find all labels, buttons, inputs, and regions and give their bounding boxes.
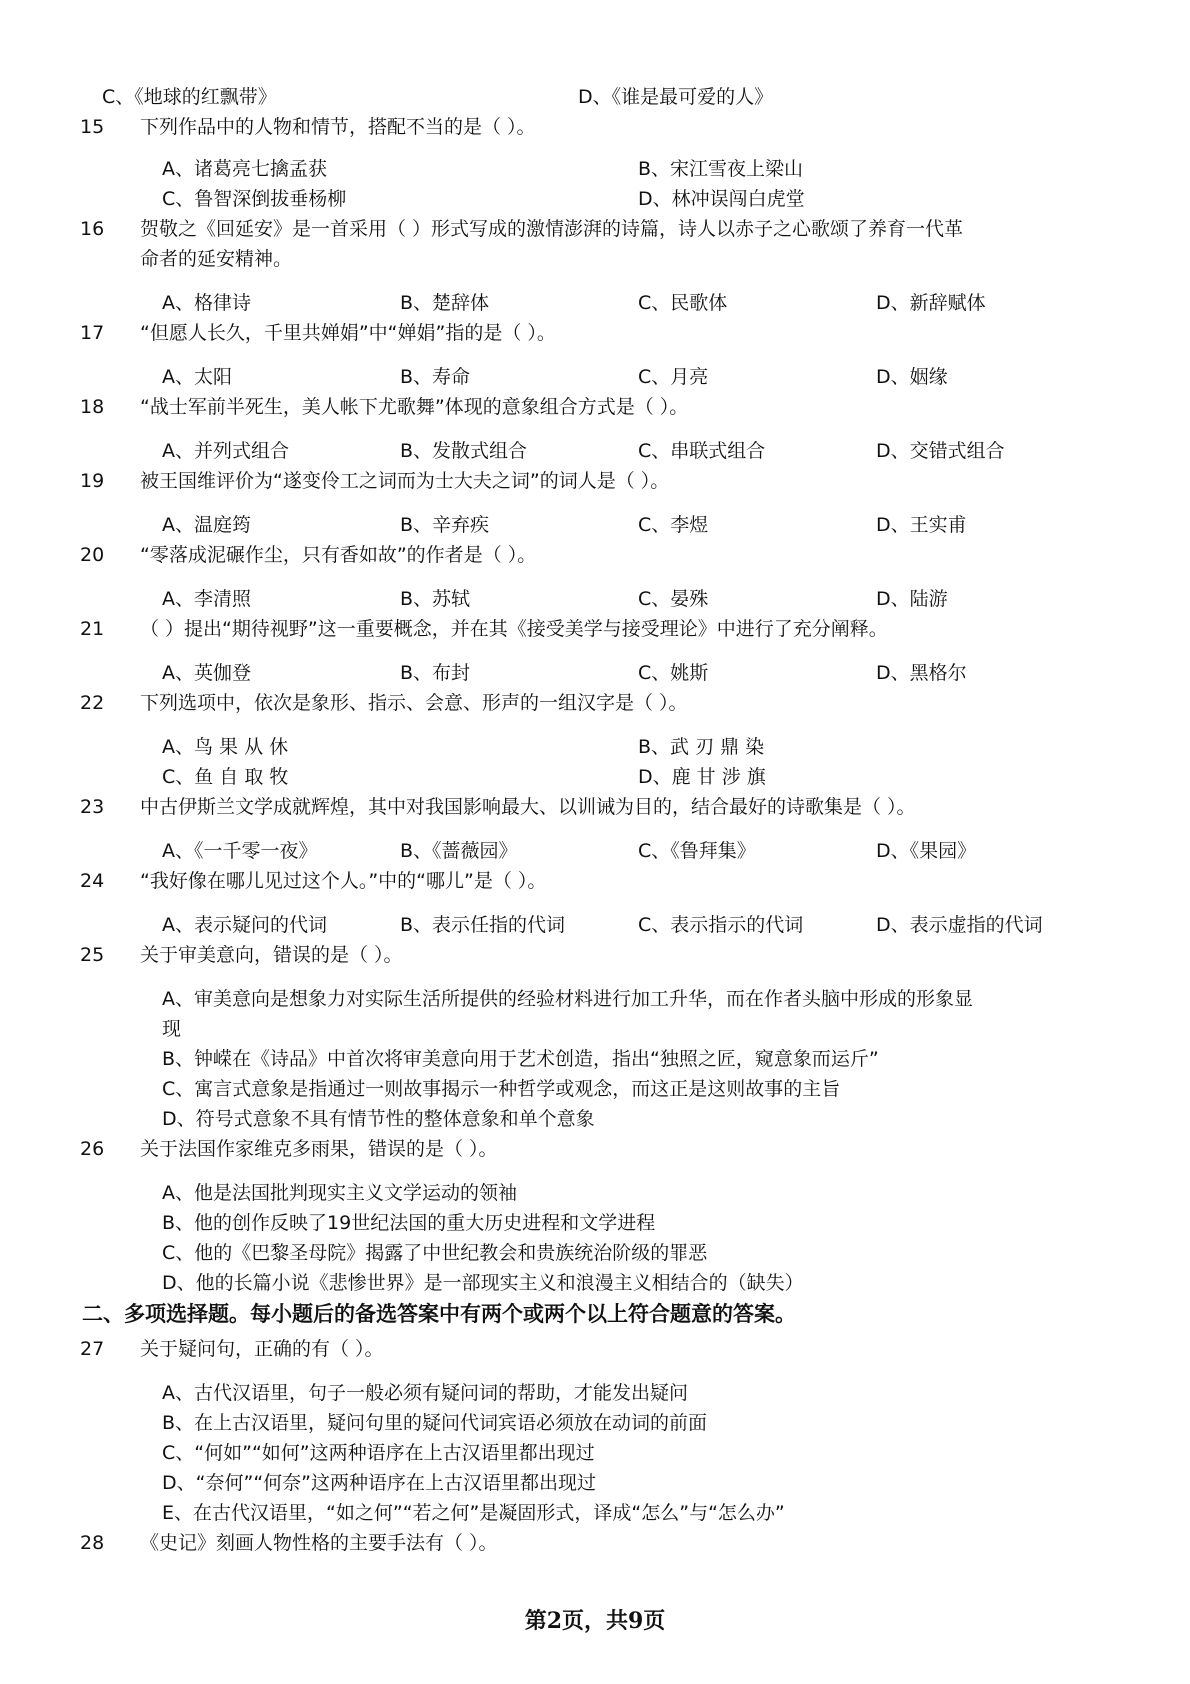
option-a: A、审美意向是想象力对实际生活所提供的经验材料进行加工升华，而在作者头脑中形成的形象显 — [162, 988, 974, 1010]
option-d-q14: D、《谁是最可爱的人》 — [578, 86, 774, 108]
question-stem: 关于法国作家维克多雨果，错误的是（ ）。 — [140, 1138, 498, 1160]
option-c: C、鱼 自 取 牧 — [162, 766, 289, 788]
question-number: 24 — [80, 870, 105, 892]
option-a: A、温庭筠 — [162, 514, 251, 536]
section-heading: 二、多项选择题。每小题后的备选答案中有两个或两个以上符合题意的答案。 — [82, 1302, 796, 1326]
question-stem: “但愿人长久，千里共婵娟”中“婵娟”指的是（ ）。 — [140, 322, 556, 344]
option-c: C、表示指示的代词 — [638, 914, 804, 936]
question-number: 16 — [80, 218, 105, 240]
option-b: B、武 刃 鼎 染 — [638, 736, 765, 758]
option-a: A、诸葛亮七擒孟获 — [162, 158, 327, 180]
option-a: A、《一千零一夜》 — [162, 840, 318, 862]
option-c: C、他的《巴黎圣母院》揭露了中世纪教会和贵族统治阶级的罪恶 — [162, 1242, 708, 1264]
option-c: C、李煜 — [638, 514, 709, 536]
question-number: 23 — [80, 796, 105, 818]
question-number: 20 — [80, 544, 105, 566]
option-d: D、黑格尔 — [876, 662, 967, 684]
option-a: A、英伽登 — [162, 662, 251, 684]
question-stem: 被王国维评价为“遂变伶工之词而为士大夫之词”的词人是（ ）。 — [140, 470, 670, 492]
option-c: C、串联式组合 — [638, 440, 766, 462]
question-number: 26 — [80, 1138, 105, 1160]
question-number: 18 — [80, 396, 105, 418]
question-stem: 关于审美意向，错误的是（ ）。 — [140, 944, 403, 966]
option-c: C、晏殊 — [638, 588, 709, 610]
option-e: E、在古代汉语里，“如之何”“若之何”是凝固形式，译成“怎么”与“怎么办” — [162, 1502, 785, 1524]
question-stem: 关于疑问句，正确的有（ ）。 — [140, 1338, 384, 1360]
option-d: D、新辞赋体 — [876, 292, 986, 314]
option-d: D、表示虚指的代词 — [876, 914, 1043, 936]
option-c: C、《鲁拜集》 — [638, 840, 756, 862]
option-d: D、《果园》 — [876, 840, 977, 862]
option-d: D、鹿 甘 涉 旗 — [638, 766, 766, 788]
option-b: B、楚辞体 — [400, 292, 490, 314]
question-stem: “战士军前半死生，美人帐下尤歌舞”体现的意象组合方式是（ ）。 — [140, 396, 689, 418]
question-number: 27 — [80, 1338, 105, 1360]
question-stem: （ ）提出“期待视野”这一重要概念，并在其《接受美学与接受理论》中进行了充分阐释。 — [140, 618, 888, 640]
option-a-continued: 现 — [162, 1018, 182, 1040]
question-number: 22 — [80, 692, 105, 714]
option-c: C、民歌体 — [638, 292, 728, 314]
question-number: 25 — [80, 944, 105, 966]
option-b: B、《蔷薇园》 — [400, 840, 518, 862]
option-a: A、表示疑问的代词 — [162, 914, 327, 936]
option-b: B、他的创作反映了19世纪法国的重大历史进程和文学进程 — [162, 1212, 656, 1234]
option-b: B、苏轼 — [400, 588, 471, 610]
question-stem: “我好像在哪儿见过这个人。”中的“哪儿”是（ ）。 — [140, 870, 547, 892]
option-b: B、布封 — [400, 662, 471, 684]
option-d: D、林冲误闯白虎堂 — [638, 188, 805, 210]
option-b: B、寿命 — [400, 366, 471, 388]
option-b: B、在上古汉语里，疑问句里的疑问代词宾语必须放在动词的前面 — [162, 1412, 708, 1434]
question-number: 17 — [80, 322, 105, 344]
option-c: C、“何如”“如何”这两种语序在上古汉语里都出现过 — [162, 1442, 595, 1464]
question-number: 15 — [80, 116, 105, 138]
option-d: D、姻缘 — [876, 366, 948, 388]
question-stem: 下列选项中，依次是象形、指示、会意、形声的一组汉字是（ ）。 — [140, 692, 688, 714]
option-d: D、他的长篇小说《悲惨世界》是一部现实主义和浪漫主义相结合的（缺失） — [162, 1272, 804, 1294]
question-stem: “零落成泥碾作尘，只有香如故”的作者是（ ）。 — [140, 544, 537, 566]
option-d: D、“奈何”“何奈”这两种语序在上古汉语里都出现过 — [162, 1472, 597, 1494]
option-d: D、陆游 — [876, 588, 948, 610]
option-a: A、李清照 — [162, 588, 251, 610]
option-a: A、古代汉语里，句子一般必须有疑问词的帮助，才能发出疑问 — [162, 1382, 688, 1404]
option-c: C、月亮 — [638, 366, 709, 388]
option-c: C、寓言式意象是指通过一则故事揭示一种哲学或观念，而这正是这则故事的主旨 — [162, 1078, 841, 1100]
option-b: B、钟嵘在《诗品》中首次将审美意向用于艺术创造，指出“独照之匠，窥意象而运斤” — [162, 1048, 879, 1070]
option-c: C、鲁智深倒拔垂杨柳 — [162, 188, 347, 210]
page-footer: 第2页，共9页 — [524, 1608, 666, 1634]
option-a: A、格律诗 — [162, 292, 251, 314]
option-b: B、辛弃疾 — [400, 514, 490, 536]
question-number: 28 — [80, 1532, 105, 1554]
option-c: C、姚斯 — [638, 662, 709, 684]
option-d: D、符号式意象不具有情节性的整体意象和单个意象 — [162, 1108, 595, 1130]
option-b: B、表示任指的代词 — [400, 914, 566, 936]
option-a: A、并列式组合 — [162, 440, 289, 462]
question-stem: 中古伊斯兰文学成就辉煌，其中对我国影响最大、以训诫为目的，结合最好的诗歌集是（ ）。 — [140, 796, 916, 818]
question-stem: 下列作品中的人物和情节，搭配不当的是（ ）。 — [140, 116, 536, 138]
option-a: A、太阳 — [162, 366, 232, 388]
question-number: 19 — [80, 470, 105, 492]
option-d: D、王实甫 — [876, 514, 967, 536]
option-a: A、他是法国批判现实主义文学运动的领袖 — [162, 1182, 517, 1204]
question-number: 21 — [80, 618, 105, 640]
option-c-q14: C、《地球的红飘带》 — [102, 86, 277, 108]
option-d: D、交错式组合 — [876, 440, 1005, 462]
option-b: B、宋江雪夜上梁山 — [638, 158, 804, 180]
question-stem: 《史记》刻画人物性格的主要手法有（ ）。 — [140, 1532, 498, 1554]
option-a: A、鸟 果 从 休 — [162, 736, 289, 758]
question-stem: 贺敬之《回延安》是一首采用（ ）形式写成的激情澎湃的诗篇，诗人以赤子之心歌颂了养育一代革 — [140, 218, 964, 240]
question-stem-continued: 命者的延安精神。 — [140, 248, 293, 270]
option-b: B、发散式组合 — [400, 440, 528, 462]
